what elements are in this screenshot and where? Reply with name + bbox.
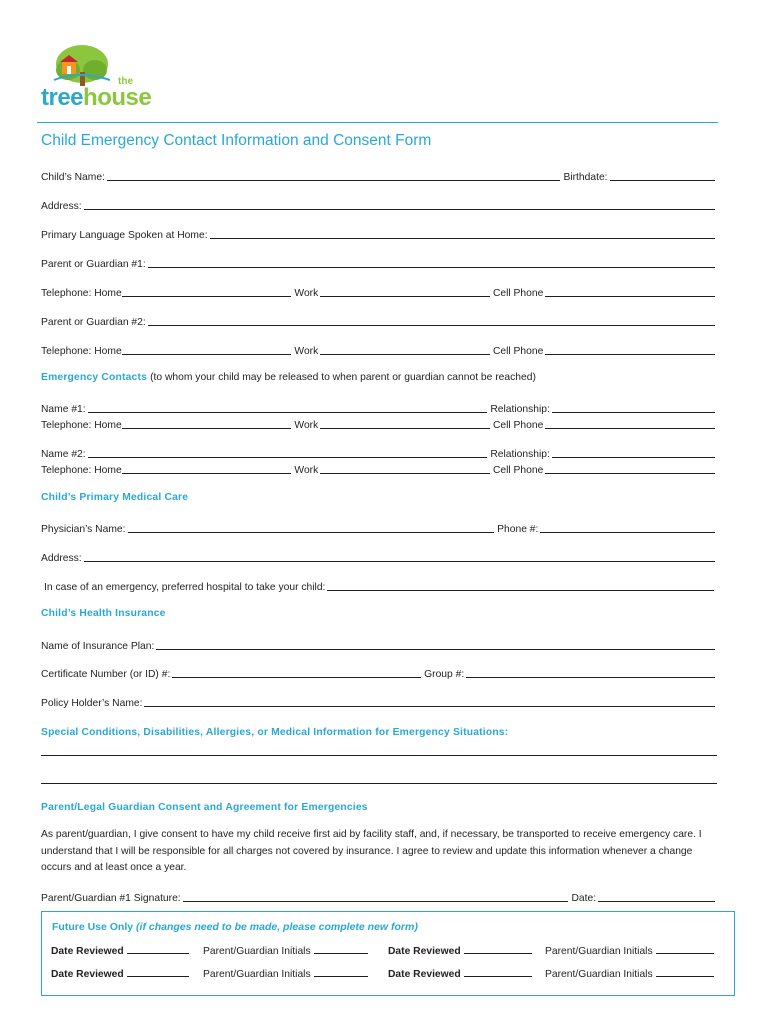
child-name-row (41, 169, 718, 183)
consent-paragraph: As parent/guardian, I give consent to have my child receive first aid by facility staff, and, if necessary, be transported to receive emergency care. I understand that I will be responsible for all charges not covered by insurance. I agree to review and update this information whenever a change occurs and at least once a year. (41, 829, 702, 873)
hospital-row (44, 579, 717, 593)
physician-address-label: Address: (41, 553, 82, 564)
phone-cell-label: Cell Phone (492, 420, 544, 431)
emergency-contacts-heading (41, 372, 536, 383)
signature-date-label: Date: (571, 893, 597, 904)
parent1-phone-row (41, 285, 718, 299)
emergency-relationship1-field[interactable] (552, 412, 715, 413)
certificate-label: Certificate Number (or ID) #: (41, 669, 171, 680)
child-name-field[interactable] (107, 180, 561, 181)
policy-holder-label: Policy Holder’s Name: (41, 698, 143, 709)
physician-phone-label: Phone #: (497, 524, 539, 535)
policy-holder-row (41, 695, 718, 709)
date-reviewed-field[interactable] (464, 944, 532, 954)
emergency-heading-text: Emergency Contacts (41, 372, 148, 383)
certificate-row (41, 666, 718, 680)
parent1-label: Parent or Guardian #1: (41, 259, 146, 270)
phone-work-label: Work (294, 346, 319, 357)
parent1-cell-phone-field[interactable] (545, 296, 715, 297)
parent2-row (41, 314, 718, 328)
initials-field[interactable] (314, 944, 368, 954)
parent1-field[interactable] (148, 267, 715, 268)
parent2-home-phone-field[interactable] (122, 354, 292, 355)
physician-field[interactable] (128, 532, 495, 533)
initials-label: Parent/Guardian Initials (545, 946, 653, 957)
emergency2-home-phone-field[interactable] (122, 473, 292, 474)
language-row (41, 227, 718, 241)
insurance-heading: Child’s Health Insurance (41, 608, 166, 619)
emergency-phone2-row (41, 462, 718, 476)
date-reviewed-label: Date Reviewed (51, 946, 124, 957)
date-reviewed-label: Date Reviewed (388, 946, 461, 957)
phone-cell-label: Cell Phone (492, 465, 544, 476)
birthdate-label: Birthdate: (563, 172, 608, 183)
future-use-title (52, 921, 418, 933)
physician-label: Physician’s Name: (41, 524, 126, 535)
hospital-field[interactable] (327, 590, 714, 591)
initials-field[interactable] (656, 967, 714, 977)
phone-cell-label: Cell Phone (492, 288, 544, 299)
parent2-field[interactable] (148, 325, 715, 326)
emergency-phone1-row (41, 417, 718, 431)
phone-home-label: Telephone: Home (41, 288, 122, 299)
emergency-name1-field[interactable] (88, 412, 488, 413)
initials-field[interactable] (656, 944, 714, 954)
relationship-label: Relationship: (490, 404, 550, 415)
date-reviewed-field[interactable] (127, 967, 189, 977)
header-rule (37, 122, 718, 123)
address-row (41, 198, 718, 212)
insurance-plan-label: Name of Insurance Plan: (41, 641, 155, 652)
emergency-name2-label: Name #2: (41, 449, 86, 460)
logo-word-house: house (83, 84, 152, 111)
logo-wordmark (41, 84, 151, 112)
phone-cell-label: Cell Phone (492, 346, 544, 357)
special-conditions-line-2[interactable] (41, 783, 717, 784)
emergency1-work-phone-field[interactable] (320, 428, 490, 429)
logo-word-tree: tree (41, 84, 84, 111)
parent2-label: Parent or Guardian #2: (41, 317, 146, 328)
signature-row (41, 890, 718, 904)
emergency2-cell-phone-field[interactable] (545, 473, 715, 474)
language-label: Primary Language Spoken at Home: (41, 230, 208, 241)
initials-field[interactable] (314, 967, 368, 977)
group-label: Group #: (424, 669, 465, 680)
signature-date-field[interactable] (598, 901, 715, 902)
insurance-plan-row (41, 638, 718, 652)
birthdate-field[interactable] (610, 180, 715, 181)
policy-holder-field[interactable] (144, 706, 715, 707)
parent2-work-phone-field[interactable] (320, 354, 490, 355)
parent1-row (41, 256, 718, 270)
emergency-name1-label: Name #1: (41, 404, 86, 415)
date-reviewed-label: Date Reviewed (388, 969, 461, 980)
emergency1-home-phone-field[interactable] (122, 428, 292, 429)
future-use-box (41, 911, 735, 996)
emergency-name1-row (41, 401, 718, 415)
date-reviewed-field[interactable] (127, 944, 189, 954)
hospital-label: In case of an emergency, preferred hospital to take your child: (44, 582, 326, 593)
insurance-plan-field[interactable] (156, 649, 715, 650)
special-conditions-line-1[interactable] (41, 755, 717, 756)
parent2-phone-row (41, 343, 718, 357)
consent-heading: Parent/Legal Guardian Consent and Agreement for Emergencies (41, 802, 368, 813)
emergency2-work-phone-field[interactable] (320, 473, 490, 474)
address-label: Address: (41, 201, 82, 212)
emergency-relationship2-field[interactable] (552, 457, 715, 458)
emergency-name2-field[interactable] (88, 457, 488, 458)
emergency1-cell-phone-field[interactable] (545, 428, 715, 429)
phone-home-label: Telephone: Home (41, 420, 122, 431)
date-reviewed-field[interactable] (464, 967, 532, 977)
language-field[interactable] (210, 238, 715, 239)
future-use-note: (if changes need to be made, please complete new form) (136, 921, 418, 933)
child-name-label: Child’s Name: (41, 172, 105, 183)
signature-field[interactable] (183, 901, 569, 902)
physician-row (41, 521, 718, 535)
date-reviewed-label: Date Reviewed (51, 969, 124, 980)
future-row-2 (51, 966, 726, 980)
initials-label: Parent/Guardian Initials (203, 946, 311, 957)
relationship-label: Relationship: (490, 449, 550, 460)
certificate-field[interactable] (172, 677, 421, 678)
phone-home-label: Telephone: Home (41, 346, 122, 357)
parent1-home-phone-field[interactable] (122, 296, 292, 297)
signature-label: Parent/Guardian #1 Signature: (41, 893, 181, 904)
initials-label: Parent/Guardian Initials (203, 969, 311, 980)
logo-the-text: the (118, 76, 133, 87)
address-field[interactable] (84, 209, 715, 210)
parent1-work-phone-field[interactable] (320, 296, 490, 297)
group-field[interactable] (466, 677, 715, 678)
phone-work-label: Work (294, 465, 319, 476)
special-conditions-heading: Special Conditions, Disabilities, Allergies, or Medical Information for Emergency Situations: (41, 727, 509, 738)
phone-work-label: Work (294, 420, 319, 431)
physician-address-row (41, 550, 718, 564)
parent2-cell-phone-field[interactable] (545, 354, 715, 355)
physician-address-field[interactable] (84, 561, 715, 562)
phone-home-label: Telephone: Home (41, 465, 122, 476)
phone-work-label: Work (294, 288, 319, 299)
emergency-note: (to whom your child may be released to when parent or guardian cannot be reached) (150, 372, 536, 383)
form-title: Child Emergency Contact Information and Consent Form (41, 132, 432, 149)
future-row-1 (51, 943, 726, 957)
future-use-title-text: Future Use Only (52, 921, 134, 933)
initials-label: Parent/Guardian Initials (545, 969, 653, 980)
emergency-name2-row (41, 446, 718, 460)
medical-care-heading: Child’s Primary Medical Care (41, 492, 189, 503)
physician-phone-field[interactable] (540, 532, 715, 533)
